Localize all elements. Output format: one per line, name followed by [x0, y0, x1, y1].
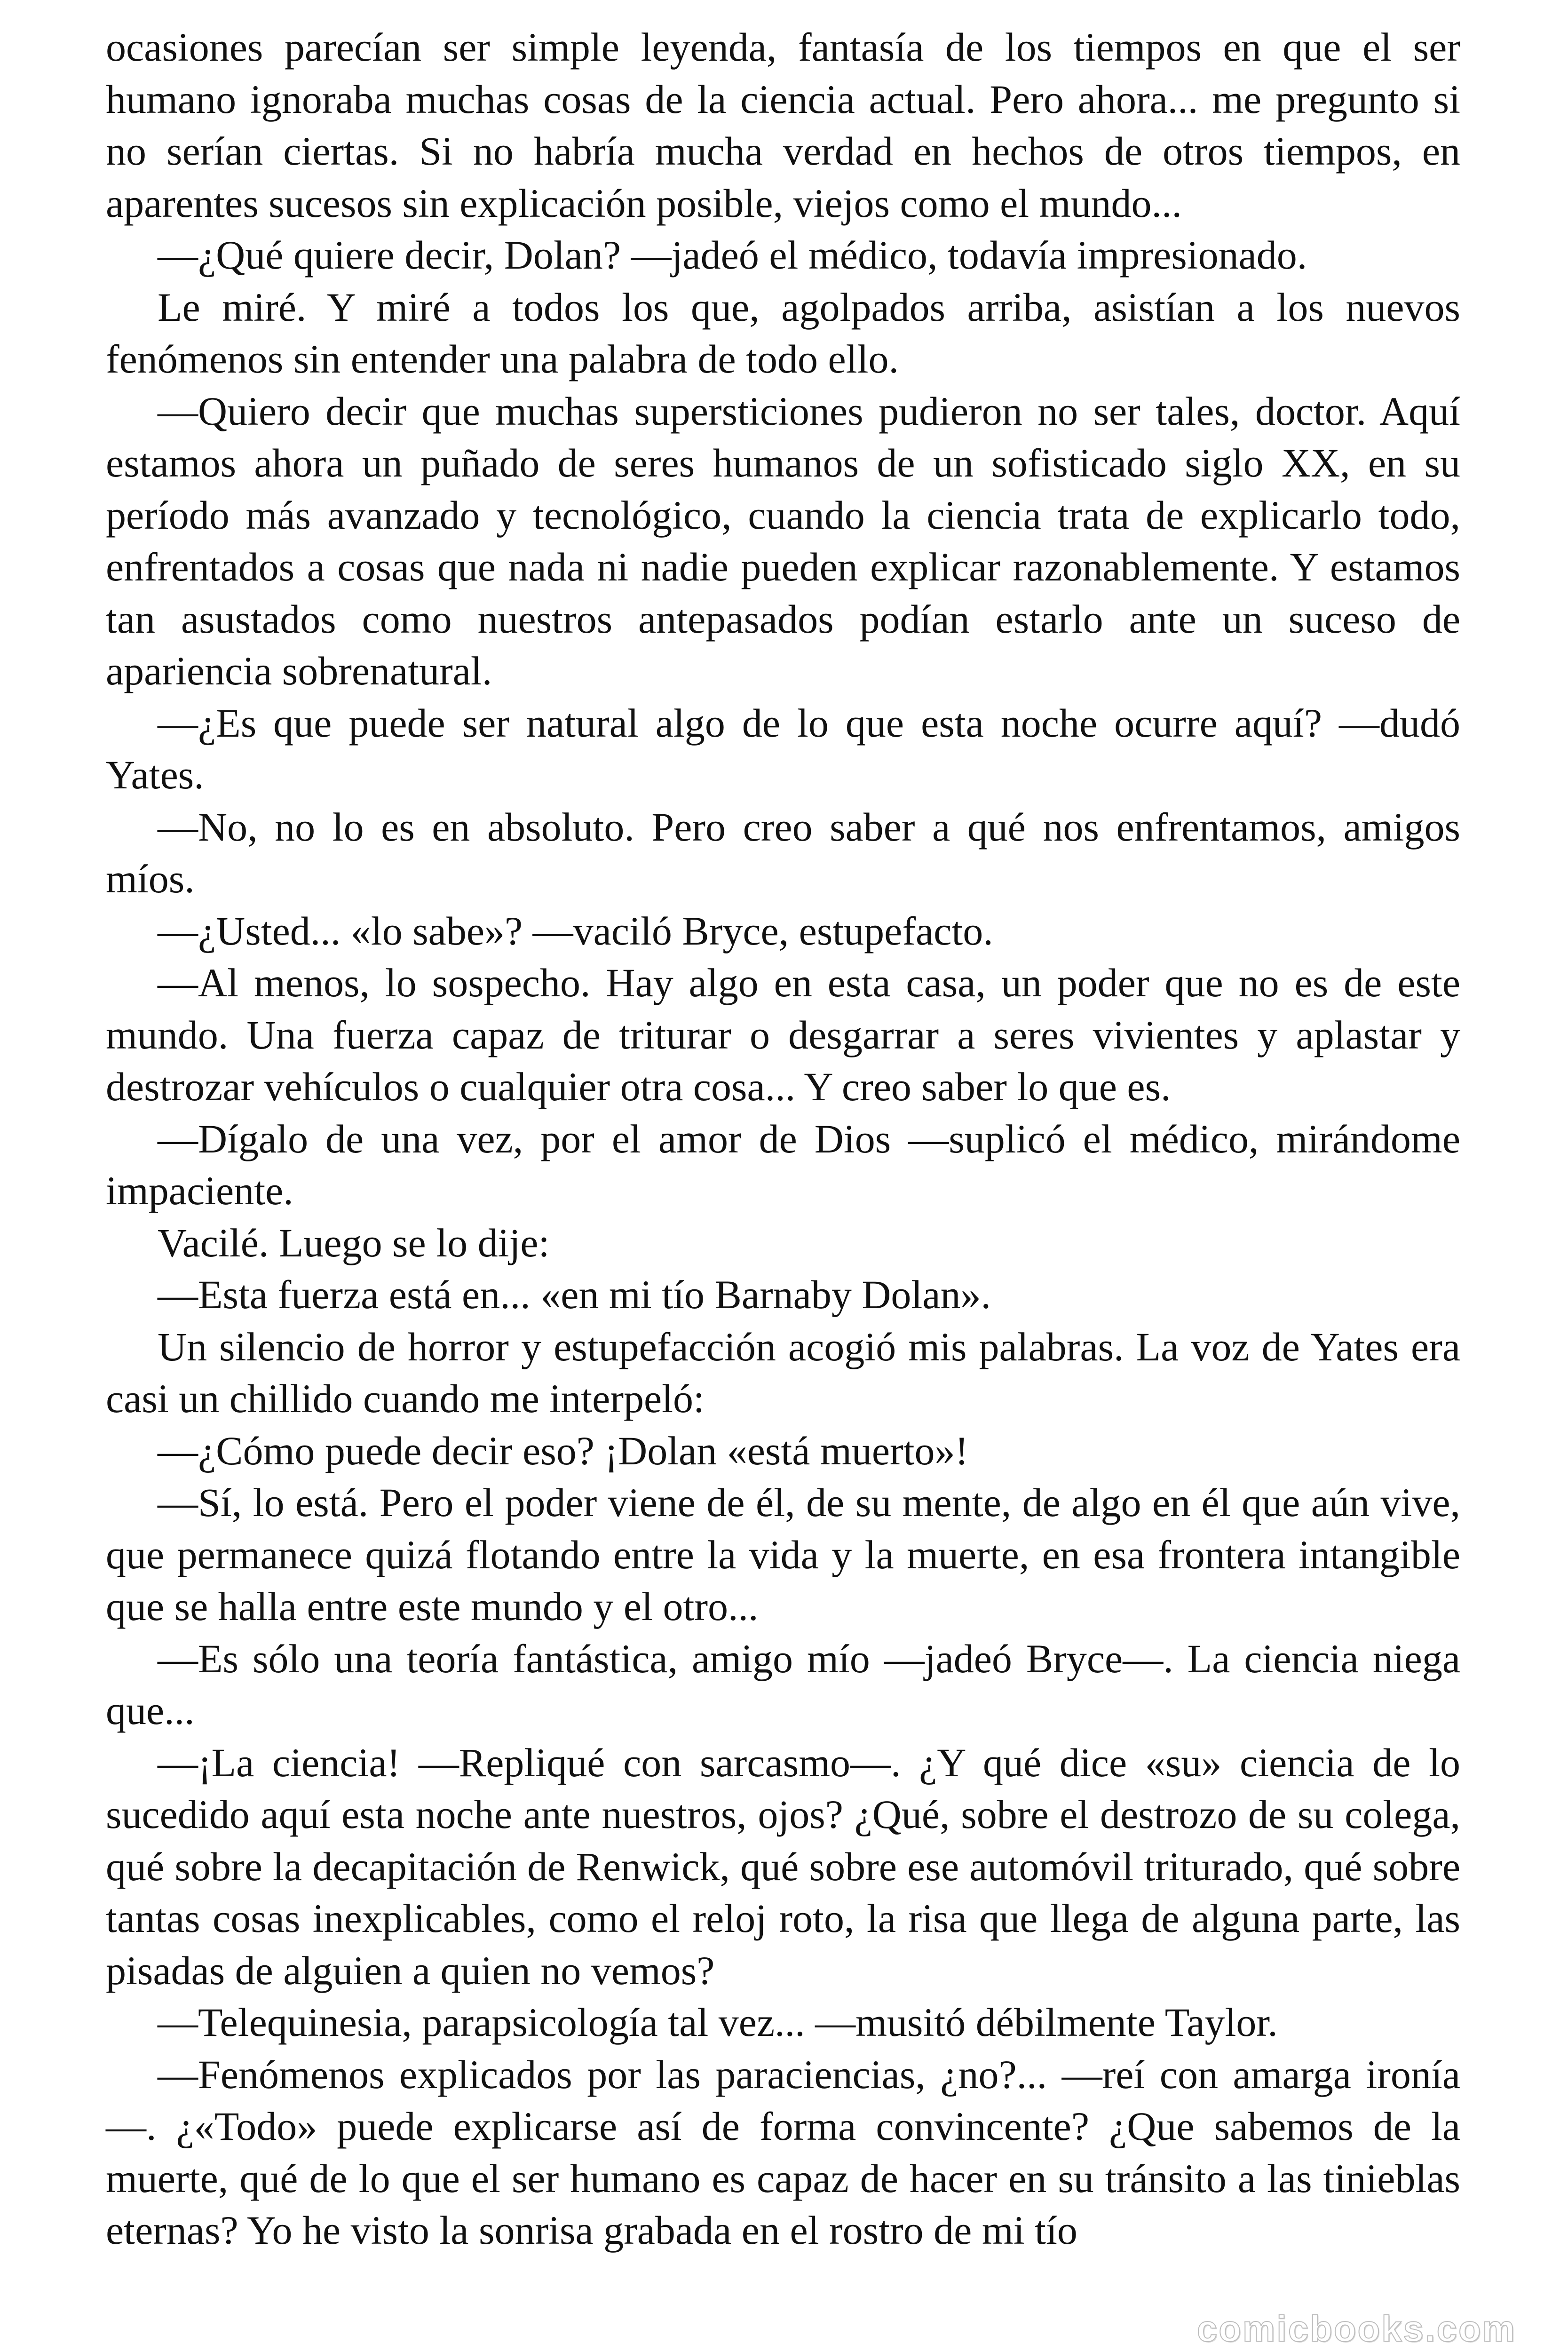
paragraph-5: —¿Es que puede ser natural algo de lo que esta noche ocurre aquí? —dudó Yates.: [106, 700, 1460, 797]
paragraph-15: —Es sólo una teoría fantástica, amigo mío —jadeó Bryce—. La ciencia niega que...: [106, 1636, 1460, 1733]
paragraph-2: —¿Qué quiere decir, Dolan? —jadeó el médico, todavía impresionado.: [158, 232, 1307, 278]
paragraph-6: —No, no lo es en absoluto. Pero creo saber a qué nos enfrentamos, amigos míos.: [106, 804, 1460, 901]
paragraph-3: Le miré. Y miré a todos los que, agolpados arriba, asistían a los nuevos fenómenos sin entender una palabra de todo ello.: [106, 284, 1460, 381]
paragraph-7: —¿Usted... «lo sabe»? —vaciló Bryce, estupefacto.: [158, 908, 993, 954]
paragraph-12: Un silencio de horror y estupefacción acogió mis palabras. La voz de Yates era casi un chillido cuando me interpeló:: [106, 1324, 1460, 1421]
paragraph-14: —Sí, lo está. Pero el poder viene de él, de su mente, de algo en él que aún vive, que permanece quizá flotando entre la vida y la muerte, en esa frontera intangible que se halla entre este mundo y el otro...: [106, 1480, 1460, 1629]
paragraph-4: —Quiero decir que muchas supersticiones pudieron no ser tales, doctor. Aquí estamos ahora un puñado de seres humanos de un sofisticado siglo XX, en su período más avanzado y tecnológico, cuando la ciencia trata de explicarlo todo, enfrentados a cosas que nada ni nadie pueden explicar razonablemente. Y estamos tan asustados como nuestros antepasados podían estarlo ante un suceso de apariencia sobrenatural.: [106, 388, 1460, 693]
paragraph-13: —¿Cómo puede decir eso? ¡Dolan «está muerto»!: [158, 1428, 969, 1473]
paragraph-11: —Esta fuerza está en... «en mi tío Barnaby Dolan».: [158, 1272, 991, 1317]
watermark: comicbooks.com: [1196, 2308, 1516, 2349]
body-text: [106, 21, 1460, 2257]
paragraph-10: Vacilé. Luego se lo dije:: [158, 1220, 550, 1265]
paragraph-1: ocasiones parecían ser simple leyenda, fantasía de los tiempos en que el ser humano ignoraba muchas cosas de la ciencia actual. Pero ahora... me pregunto si no serían ciertas. Si no habría mucha verdad en hechos de otros tiempos, en aparentes sucesos sin explicación posible, viejos como el mundo...: [106, 24, 1460, 226]
paragraph-9: —Dígalo de una vez, por el amor de Dios —suplicó el médico, mirándome impaciente.: [106, 1116, 1460, 1213]
paragraph-17: —Telequinesia, parapsicología tal vez... —musitó débilmente Taylor.: [158, 2000, 1278, 2045]
paragraph-18: —Fenómenos explicados por las paraciencias, ¿no?... —reí con amarga ironía—. ¿«Todo» puede explicarse así de forma convincente? ¿Que sabemos de la muerte, qué de lo que el ser humano es capaz de hacer en su tránsito a las tinieblas eternas? Yo he visto la sonrisa grabada en el rostro de mi tío: [106, 2051, 1460, 2253]
paragraph-16: —¡La ciencia! —Repliqué con sarcasmo—. ¿Y qué dice «su» ciencia de lo sucedido aquí esta noche ante nuestros, ojos? ¿Qué, sobre el destrozo de su colega, qué sobre la decapitación de Renwick, qué sobre ese automóvil triturado, qué sobre tantas cosas inexplicables, como el reloj roto, la risa que llega de alguna parte, las pisadas de alguien a quien no vemos?: [106, 1740, 1460, 1993]
paragraph-8: —Al menos, lo sospecho. Hay algo en esta casa, un poder que no es de este mundo. Una fuerza capaz de triturar o desgarrar a seres vivientes y aplastar y destrozar vehículos o cualquier otra cosa... Y creo saber lo que es.: [106, 960, 1460, 1109]
